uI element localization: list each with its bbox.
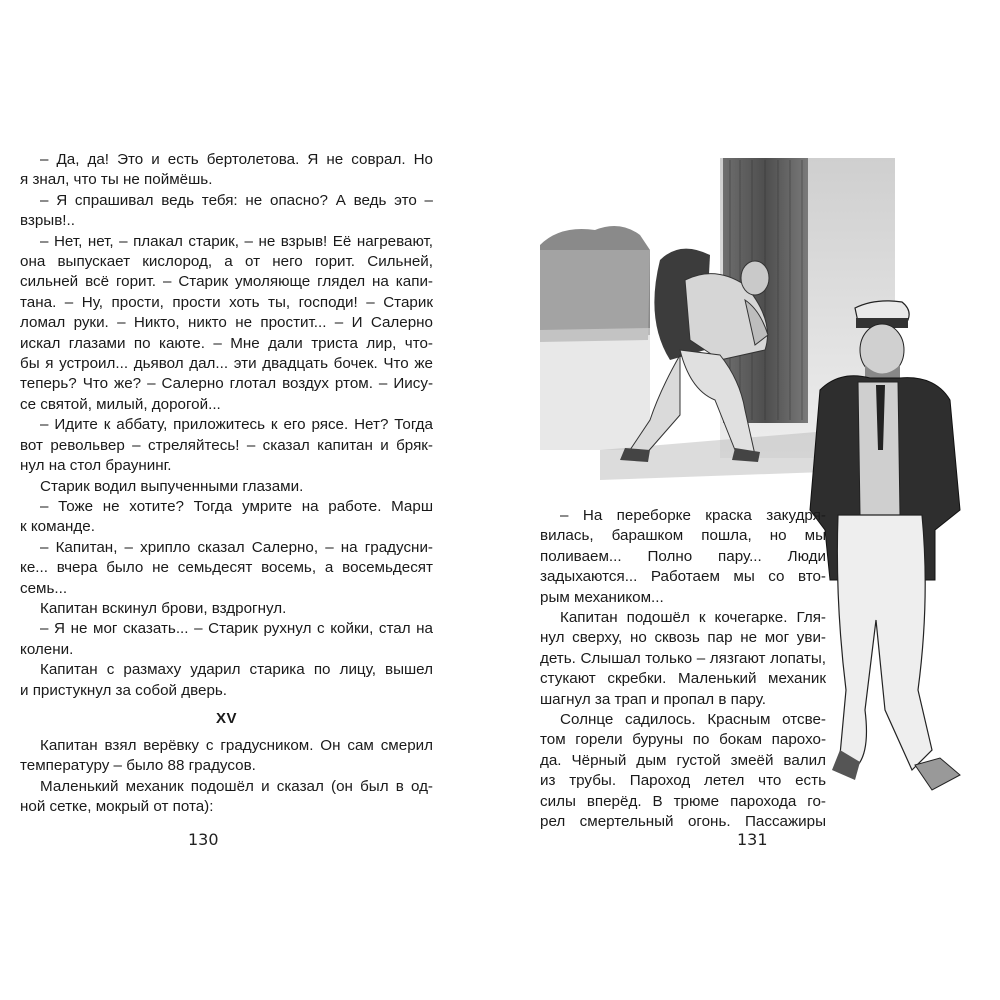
text-line: Старик водил выпученными глазами. <box>40 477 304 495</box>
text-line: силы вперёд. В трюме парохода го- <box>540 792 826 810</box>
text-line: семь... <box>20 579 68 597</box>
text-line: – Капитан, – хрипло сказал Салерно, – на градусни- <box>40 538 433 556</box>
text-line: шагнул за трап и пропал в пару. <box>540 690 766 708</box>
text-line: ке... вчера было не семьдесят восемь, а восемьдесят <box>20 559 433 577</box>
text-line: – Да, да! Это и есть бертолетова. Я не соврал. Но <box>40 151 433 168</box>
text-line: Маленький механик подошёл и сказал (он был в од- <box>40 777 433 795</box>
text-line: тана. – Ну, прости, прости хоть ты, господи! – Старик <box>20 293 433 311</box>
text-line: рым механиком... <box>540 588 664 606</box>
text-line: теперь? Что же? – Салерно глотал воздух ртом. – Иису- <box>20 375 433 393</box>
text-line: Капитан подошёл к кочегарке. Гля- <box>560 609 826 627</box>
text-line: – Нет, нет, – плакал старик, – не взрыв! Её нагревают, <box>40 232 433 250</box>
text-line: Капитан с размаху ударил старика по лицу, вышел <box>40 661 433 679</box>
text-line: – Тоже не хотите? Тогда умрите на работе. Марш <box>40 497 433 515</box>
text-line: нул сверху, но сквозь пар не мог уви- <box>540 629 826 647</box>
text-line: се святой, милый, дорогой... <box>20 395 221 413</box>
text-line: колени. <box>20 640 74 658</box>
right-page <box>500 0 1000 1000</box>
text-line: да. Чёрный дым густой змеёй валил <box>540 751 826 769</box>
text-line: стукают скребки. Маленький механик <box>540 670 826 688</box>
text-line: ной сетке, мокрый от пота): <box>20 798 214 816</box>
chapter-heading: XV <box>215 710 237 727</box>
text-line: – Идите к аббату, приложитесь к его рясе. Нет? Тогда <box>40 416 433 434</box>
text-line: бы я устроил... дьявол дал... эти двадцать бочек. Что же <box>20 355 433 373</box>
text-line: Капитан взял верёвку с градусником. Он сам смерил <box>40 737 433 754</box>
text-line: рел смертельный огонь. Пассажиры <box>540 813 826 831</box>
left-page-text <box>20 150 433 701</box>
text-line: из трубы. Пароход летел что есть <box>540 772 826 790</box>
text-line: нул на стол браунинг. <box>20 457 172 475</box>
text-line: к команде. <box>20 518 95 536</box>
text-line: вот револьвер – стреляйтесь! – сказал капитан и бряк- <box>20 436 433 454</box>
text-line: – Я спрашивал ведь тебя: не опасно? А ведь это – <box>40 191 433 209</box>
text-line: взрыв!.. <box>20 212 75 230</box>
page-number-right: 131 <box>737 830 768 849</box>
text-line: сильней всё горит. – Старик умоляюще глядел на капи- <box>20 273 433 291</box>
text-line: Солнце садилось. Красным отсве- <box>560 711 826 729</box>
text-line: вилась, барашком пошла, но мы <box>540 527 826 545</box>
text-line: я знал, что ты не поймёшь. <box>20 171 213 189</box>
text-line: Капитан вскинул брови, вздрогнул. <box>40 599 287 617</box>
text-line: том горели буруны по бокам парохо- <box>540 731 826 749</box>
text-line: искал глазами по каюте. – Мне дали триста лир, что- <box>20 334 433 352</box>
text-line: ломал руки. – Никто, никто не простит... – И Салерно <box>20 314 433 332</box>
left-page-text-after-chapter <box>20 736 433 818</box>
page-number-left: 130 <box>188 830 219 849</box>
text-line: – Я не мог сказать... – Старик рухнул с койки, стал на <box>40 620 433 638</box>
text-line: и пристукнул за собой дверь. <box>20 681 228 699</box>
text-line: поливаем... Полно пару... Люди <box>540 547 826 565</box>
right-page-text <box>540 506 826 833</box>
text-line: задыхаются... Работаем мы со вто- <box>540 568 826 586</box>
text-line: она выпускает кислород, а от него горит. Сильней, <box>20 253 433 271</box>
text-line: – На переборке краска закудря- <box>560 507 826 524</box>
text-line: температуру – было 88 градусов. <box>20 757 256 775</box>
text-line: деть. Слышал только – лязгают лопаты, <box>540 649 826 667</box>
